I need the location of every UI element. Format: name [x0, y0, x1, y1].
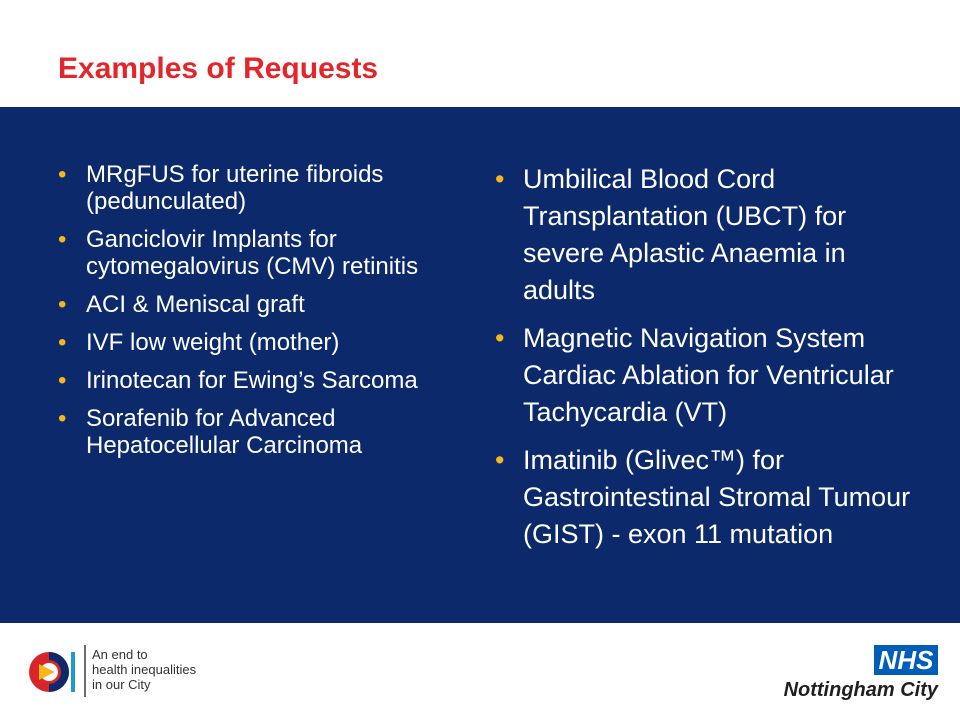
bullet-icon: •: [58, 291, 67, 318]
footer-tagline: [92, 647, 196, 692]
list-item: [58, 329, 458, 356]
list-item: [495, 161, 925, 309]
tagline-line: in our City: [92, 677, 151, 692]
nhs-organisation-name: Nottingham City: [783, 679, 938, 701]
tagline-line: health inequalities: [92, 662, 197, 677]
bullet-icon: •: [58, 405, 67, 432]
list-item-text: IVF low weight (mother): [86, 329, 340, 356]
list-item-text: ACI & Meniscal graft: [86, 291, 305, 318]
list-item: [58, 161, 458, 215]
bullet-icon: •: [58, 161, 67, 188]
list-item: [58, 291, 458, 318]
footer-divider: [84, 645, 86, 697]
list-item-text: Imatinib (Glivec™) for Gastrointestinal Stromal Tumour (GIST) - exon 11 mutation: [523, 445, 911, 549]
bullet-icon: •: [58, 226, 67, 253]
list-item: [495, 320, 925, 431]
tagline-line: An end to: [92, 647, 148, 662]
list-item: [495, 442, 925, 553]
list-item-text: MRgFUS for uterine fibroids (pedunculated): [86, 161, 384, 215]
list-item: [58, 367, 458, 394]
slide-title: Examples of Requests: [58, 52, 379, 85]
list-item-text: Ganciclovir Implants for cytomegalovirus (CMV) retinitis: [86, 226, 419, 280]
bullet-icon: •: [58, 367, 67, 394]
bullet-icon: •: [495, 445, 505, 475]
nhs-logo: NHS: [874, 645, 938, 675]
content-panel: [0, 107, 960, 623]
footer: [0, 623, 960, 720]
list-item-text: Umbilical Blood Cord Transplantation (UBCT) for severe Aplastic Anaemia in adults: [523, 164, 847, 305]
bullet-icon: •: [495, 164, 505, 194]
list-item-text: Magnetic Navigation System Cardiac Ablation for Ventricular Tachycardia (VT): [523, 323, 894, 427]
right-bullet-list: [495, 161, 925, 564]
bullet-icon: •: [58, 329, 67, 356]
list-item-text: Sorafenib for Advanced Hepatocellular Carcinoma: [86, 405, 363, 459]
bullet-icon: •: [495, 323, 505, 353]
list-item: [58, 226, 458, 280]
city-logo-icon: [25, 646, 77, 698]
list-item-text: Irinotecan for Ewing’s Sarcoma: [86, 367, 418, 394]
left-bullet-list: [58, 161, 458, 470]
list-item: [58, 405, 458, 459]
